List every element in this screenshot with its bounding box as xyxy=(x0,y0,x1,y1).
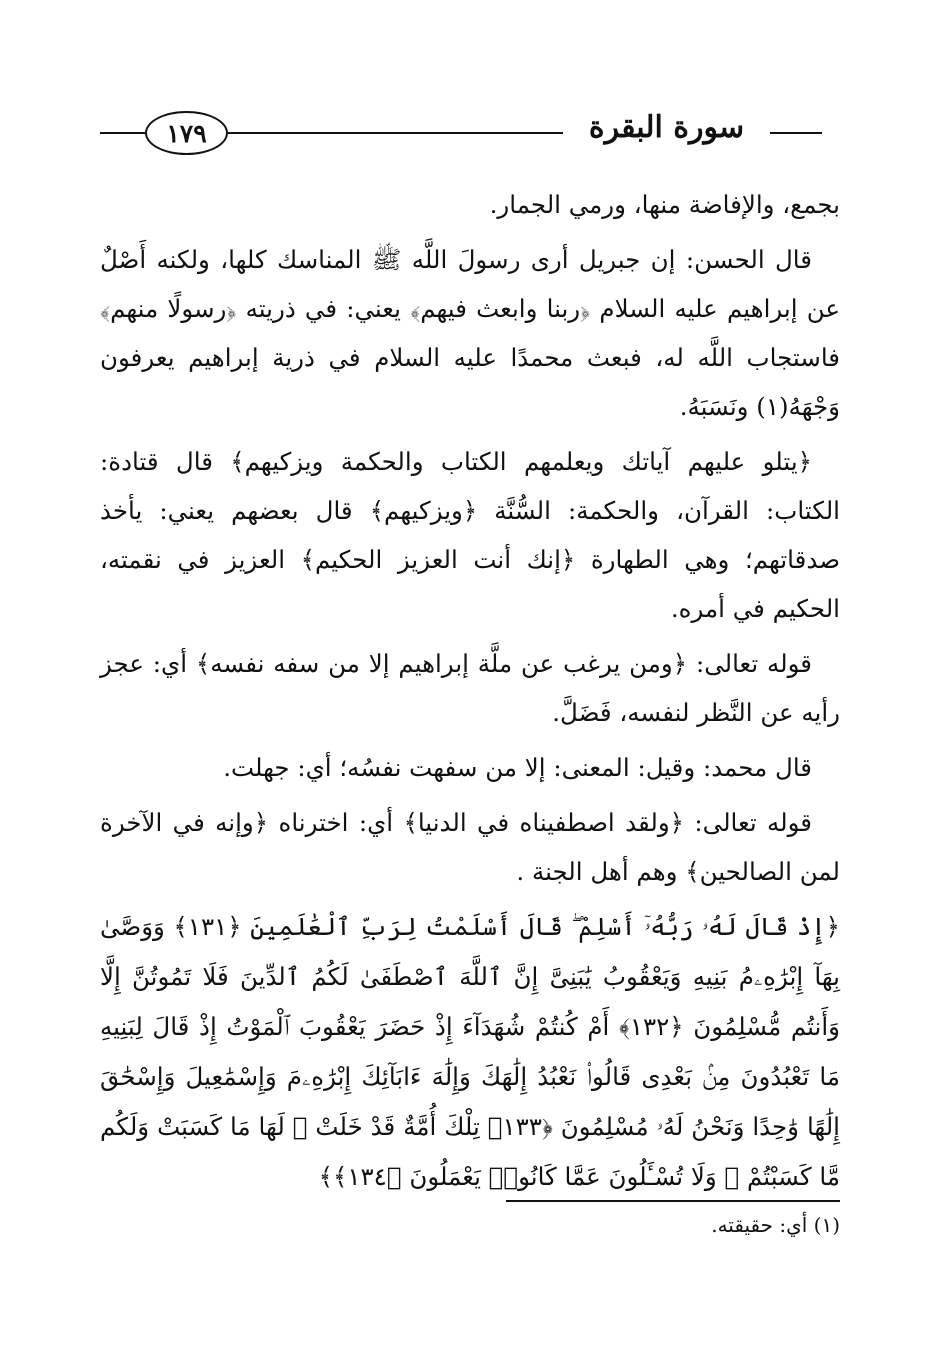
page-body xyxy=(100,180,840,1202)
paragraph: ﴿يتلو عليهم آياتك ويعلمهم الكتاب والحكمة ويزكيهم﴾ قال قتادة: الكتاب: القرآن، والحكمة: السُّنَّة ﴿ويزكيهم﴾ قال بعضهم يعني: يأخذ صدقاتهم؛ وهي الطهارة ﴿إنك أنت العزيز الحكيم﴾ العزيز في نقمته، الحكيم في أمره. xyxy=(100,447,840,623)
page-header xyxy=(0,0,935,170)
surah-title: سورة البقرة xyxy=(588,110,745,145)
paragraph: قوله تعالى: ﴿ولقد اصطفيناه في الدنيا﴾ أي: اخترناه ﴿وإنه في الآخرة لمن الصالحين﴾ وهم أهل الجنة . xyxy=(100,808,840,886)
paragraph: قال محمد: وقيل: المعنى: إلا من سفهت نفسُه؛ أي: جهلت. xyxy=(223,753,812,782)
quran-verse-block: ﴿إِذْ قَالَ لَهُۥ رَبُّهُۥٓ أَسْلِمْ ۖ قَالَ أَسْلَمْتُ لِرَبِّ ٱلْعَٰلَمِينَ ﴿١٣١﴾ وَوَصَّىٰ بِهَآ إِبْرَٰهِۦمُ بَنِيهِ وَيَعْقُوبُ يَٰبَنِىَّ إِنَّ ٱللَّهَ ٱصْطَفَىٰ لَكُمُ ٱلدِّينَ فَلَا تَمُوتُنَّ إِلَّا وَأَنتُم مُّسْلِمُونَ ﴿١٣٢﴾ أَمْ كُنتُمْ شُهَدَآءَ إِذْ حَضَرَ يَعْقُوبَ ٱلْمَوْتُ إِذْ قَالَ لِبَنِيهِ مَا تَعْبُدُونَ مِنۢ بَعْدِى قَالُوا۟ نَعْبُدُ إِلَٰهَكَ وَإِلَٰهَ ءَابَآئِكَ إِبْرَٰهِۦمَ وَإِسْمَٰعِيلَ وَإِسْحَٰقَ إِلَٰهًا وَٰحِدًا وَنَحْنُ لَهُۥ مُسْلِمُونَ ﴿١٣٣﴾ تِلْكَ أُمَّةٌ قَدْ خَلَتْ ۖ لَهَا مَا كَسَبَتْ وَلَكُم مَّا كَسَبْتُمْ ۖ وَلَا تُسْـَٔلُونَ عَمَّا كَانُوا۟ يَعْمَلُونَ ﴿١٣٤﴾﴾ xyxy=(100,912,840,1191)
footnote: (١) أي: حقيقته. xyxy=(711,1213,840,1237)
header-rule-right xyxy=(770,132,822,134)
paragraph: قوله تعالى: ﴿ومن يرغب عن ملَّة إبراهيم إلا من سفه نفسه﴾ أي: عجز رأيه عن النَّظر لنفسه، فَضَلَّ. xyxy=(100,649,840,727)
paragraph: بجمع، والإفاضة منها، ورمي الجمار. xyxy=(489,190,840,219)
footnote-separator xyxy=(506,1200,840,1202)
header-rule-middle xyxy=(228,132,563,134)
page-number: ١٧٩ xyxy=(145,111,228,155)
paragraph: قال الحسن: إن جبريل أرى رسولَ اللَّه ﷺ المناسك كلها، ولكنه أَصْلٌ عن إبراهيم عليه السلام ﴿ربنا وابعث فيهم﴾ يعني: في ذريته ﴿رسولًا منهم﴾ فاستجاب اللَّه له، فبعث محمدًا عليه السلام في ذرية إبراهيم يعرفون وَجْهَهُ(١) ونَسَبَهُ. xyxy=(100,245,840,421)
header-rule-left xyxy=(100,132,145,134)
